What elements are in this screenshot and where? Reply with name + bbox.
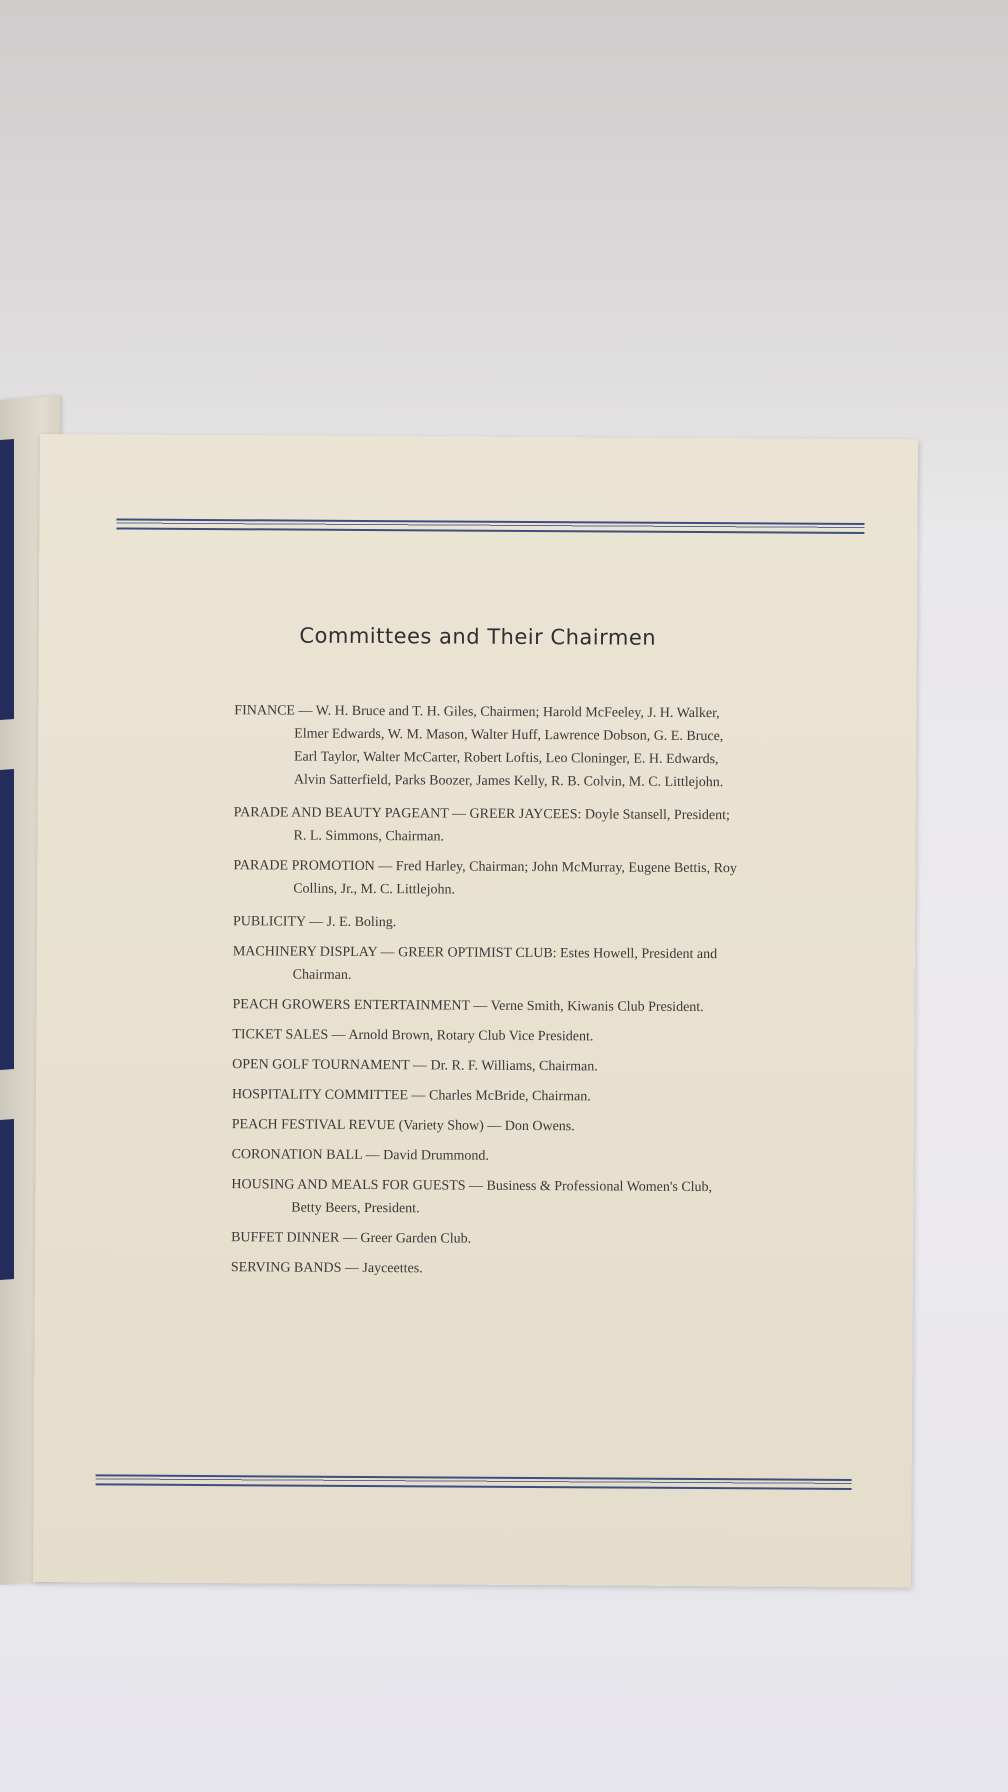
em-dash-separator: — (465, 1178, 487, 1194)
em-dash-separator: — (294, 703, 316, 719)
committee-entry (231, 1226, 741, 1252)
committee-members: David Drummond. (383, 1148, 489, 1164)
committee-members: GREER OPTIMIST CLUB: Estes Howell, President and Chairman. (292, 945, 718, 983)
committee-name: CORONATION BALL (231, 1147, 363, 1163)
committee-entry (232, 1143, 742, 1169)
committee-members: Verne Smith, Kiwanis Club President. (490, 998, 704, 1016)
em-dash-separator: — (407, 1088, 430, 1104)
committee-name: PUBLICITY (232, 914, 306, 930)
committee-entry (232, 993, 742, 1019)
committee-entry (232, 1083, 742, 1109)
committee-entry (234, 699, 745, 794)
committee-name: PEACH GROWERS ENTERTAINMENT (232, 997, 470, 1014)
committee-members: Fred Harley, Chairman; John McMurray, Eugene Bettis, Roy Collins, Jr., M. C. Littlejohn. (293, 859, 737, 898)
committee-members: Greer Garden Club. (360, 1230, 472, 1247)
committee-name: OPEN GOLF TOURNAMENT (232, 1057, 410, 1074)
committee-entry (232, 1023, 742, 1049)
committee-name: PEACH FESTIVAL REVUE (Variety Show) (231, 1117, 484, 1134)
committee-entry (232, 1113, 742, 1139)
em-dash-separator: — (448, 806, 470, 822)
committee-entry (233, 910, 743, 936)
committee-entry (233, 940, 743, 989)
committee-entry (231, 1173, 741, 1222)
committee-entry (233, 801, 743, 850)
committee-members: Business & Professional Women's Club, Betty Beers, President. (291, 1178, 713, 1217)
em-dash-separator: — (374, 859, 396, 875)
committee-members: J. E. Boling. (326, 914, 397, 931)
committee-name: HOUSING AND MEALS FOR GUESTS (231, 1177, 466, 1194)
committee-name: PARADE AND BEAUTY PAGEANT (233, 805, 449, 822)
bottom-double-rule (96, 1474, 852, 1490)
left-page-photo-strip (0, 769, 14, 1070)
committee-members: Jayceettes. (362, 1260, 423, 1277)
program-page (33, 434, 918, 1587)
committee-members: Charles McBride, Chairman. (428, 1088, 591, 1105)
committee-entry (232, 1053, 742, 1079)
committee-name: PARADE PROMOTION (233, 858, 375, 875)
em-dash-separator: — (339, 1230, 361, 1246)
em-dash-separator: — (469, 998, 491, 1014)
committee-members: Arnold Brown, Rotary Club Vice President. (348, 1027, 594, 1045)
committee-name: SERVING BANDS (230, 1260, 342, 1276)
left-page-photo-strip (0, 1119, 14, 1280)
em-dash-separator: — (341, 1260, 363, 1276)
em-dash-separator: — (483, 1118, 505, 1134)
committee-name: MACHINERY DISPLAY (232, 944, 378, 961)
committee-members: Dr. R. F. Williams, Chairman. (430, 1058, 598, 1075)
em-dash-separator: — (377, 945, 399, 961)
page-heading: Committees and Their Chairmen (299, 623, 657, 650)
committee-members: GREER JAYCEES: Doyle Stansell, President; R. L. Simmons, Chairman. (293, 806, 730, 845)
committee-name: BUFFET DINNER (231, 1230, 340, 1246)
committee-list (231, 699, 745, 1289)
committee-members: Don Owens. (504, 1118, 575, 1135)
committee-entry (233, 854, 743, 903)
committee-name: FINANCE (234, 703, 296, 719)
em-dash-separator: — (409, 1058, 431, 1074)
committee-members: W. H. Bruce and T. H. Giles, Chairmen; Harold McFeeley, J. H. Walker, Elmer Edwards, W. M. Mason, Walter Huff, Lawrence Dobson, G. E. Bruce, Earl Taylor, Walter McCarter, Robert Loftis, Leo Cloninger, E. H. Edwards, Alvin Satterfield, Parks Boozer, James Kelly, R. B. Colvin, M. C. Littlejohn. (293, 703, 724, 791)
left-page-photo-strip (0, 439, 14, 720)
em-dash-separator: — (362, 1147, 384, 1164)
committee-entry (231, 1256, 741, 1282)
em-dash-separator: — (328, 1027, 349, 1043)
committee-name: HOSPITALITY COMMITTEE (231, 1087, 409, 1104)
committee-name: TICKET SALES (232, 1027, 329, 1043)
em-dash-separator: — (305, 914, 327, 930)
top-double-rule (116, 518, 864, 534)
